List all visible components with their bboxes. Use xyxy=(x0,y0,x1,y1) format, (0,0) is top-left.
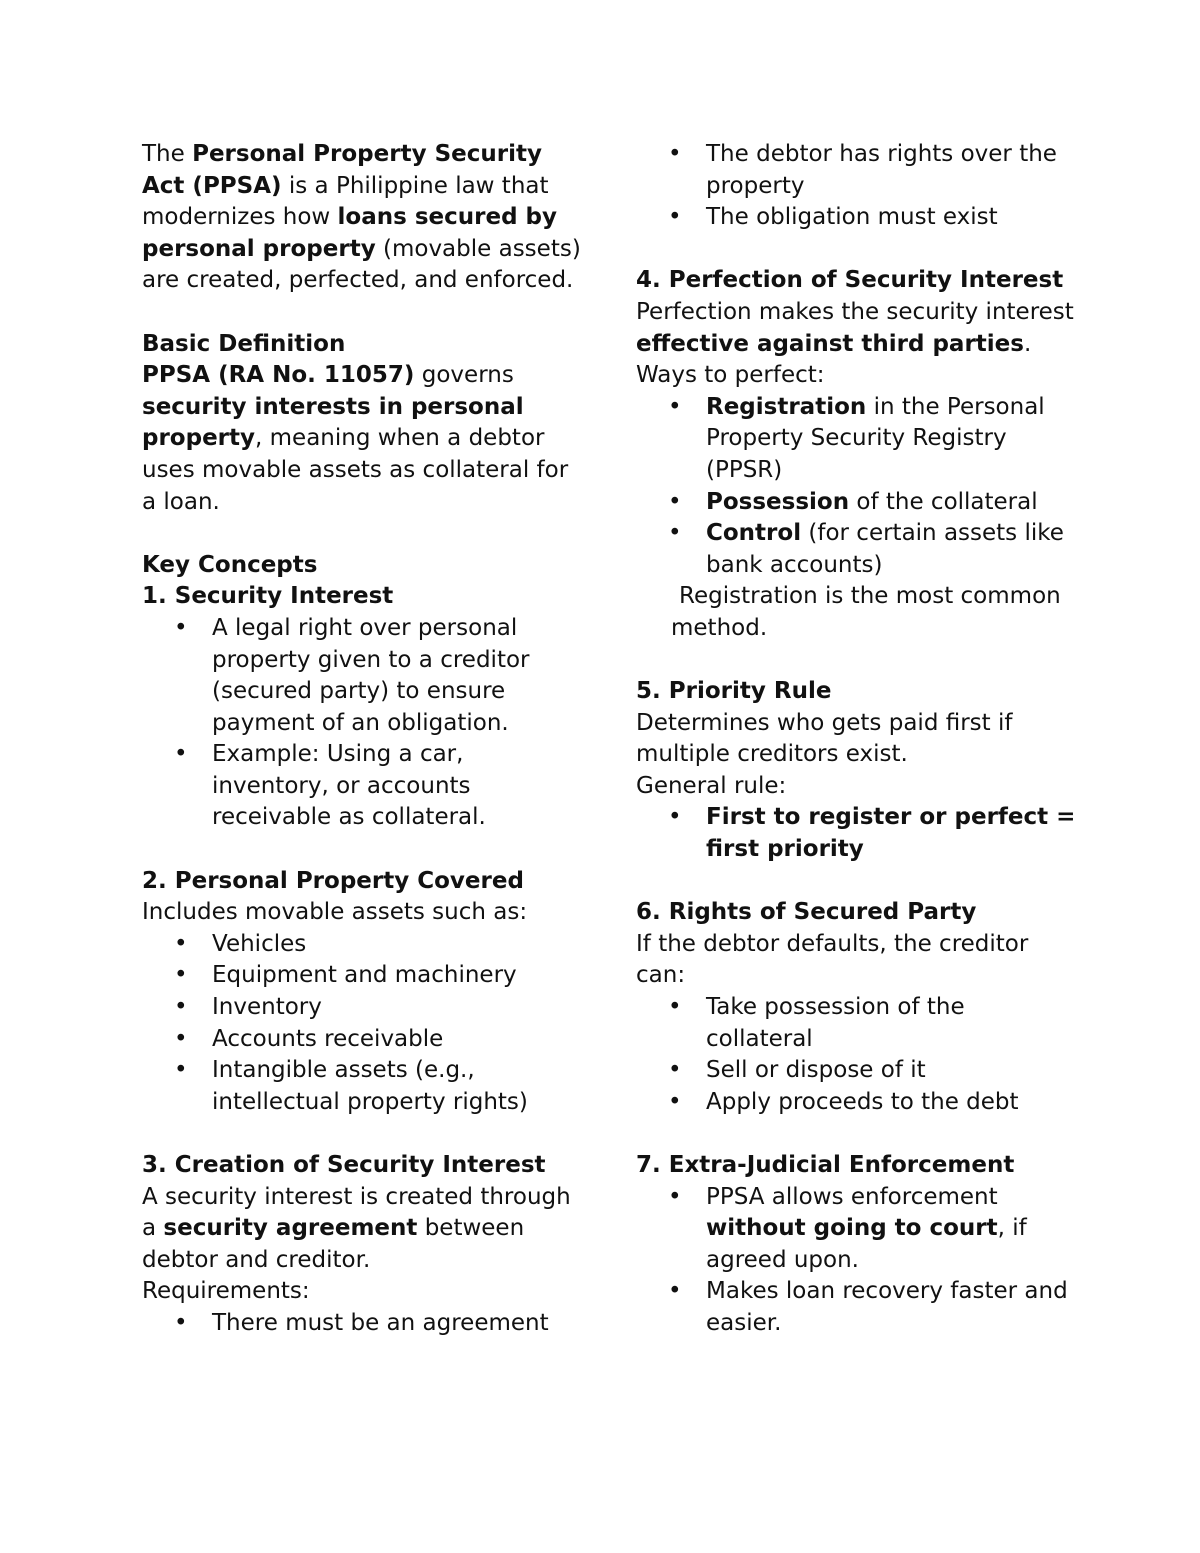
ways-list xyxy=(636,392,1076,582)
list-item: • First to register or perfect = first priority xyxy=(636,802,1076,865)
list-item: • Makes loan recovery faster and easier. xyxy=(636,1276,1076,1339)
intro-text: The xyxy=(142,141,193,167)
list-item: • The obligation must exist xyxy=(636,202,1076,234)
intro-paragraph xyxy=(142,139,582,297)
section-1-list xyxy=(142,613,582,834)
section-3-heading: 3. Creation of Security Interest xyxy=(142,1152,546,1178)
basic-definition-paragraph xyxy=(142,360,582,518)
section-2-heading: 2. Personal Property Covered xyxy=(142,867,524,894)
list-item: • Apply proceeds to the debt xyxy=(636,1087,1076,1119)
ways-label: Ways to perfect: xyxy=(636,362,825,389)
requirements-list-continued xyxy=(636,139,1076,234)
list-item: • Registration in the Personal Property Security Registry (PPSR) xyxy=(636,392,1076,487)
ra-number: PPSA (RA No. 11057) xyxy=(142,362,415,389)
list-item: • PPSA allows enforcement without going to court, if agreed upon. xyxy=(636,1182,1076,1277)
list-item: • Equipment and machinery xyxy=(142,960,582,992)
list-item: • Example: Using a car, inventory, or accounts receivable as collateral. xyxy=(142,739,582,834)
basic-text: , meaning when a debtor uses movable assets as collateral for a loan. xyxy=(142,425,569,515)
section-5-intro: Determines who gets paid first if multiple creditors exist. xyxy=(636,709,1013,768)
s4-text: Perfection makes the security interest xyxy=(636,298,1074,325)
registration-note: Registration is the most common method. xyxy=(671,583,1061,641)
list-item: • The debtor has rights over the property xyxy=(636,139,1076,202)
requirements-label: Requirements: xyxy=(142,1278,310,1305)
list-item: • Vehicles xyxy=(142,929,582,961)
s3-emphasis: security agreement xyxy=(163,1215,418,1242)
list-item: • There must be an agreement xyxy=(142,1308,582,1340)
intro-emphasis: loans secured by personal property xyxy=(142,204,557,262)
left-column xyxy=(142,139,582,1340)
s3-text: A security interest is created through a xyxy=(142,1183,571,1242)
key-concepts-heading: Key Concepts xyxy=(142,551,318,578)
basic-definition-heading: Basic Definition xyxy=(142,330,346,357)
list-item: • A legal right over personal property given to a creditor (secured party) to ensure payment of an obligation. xyxy=(142,613,582,739)
enforcement-list xyxy=(636,1182,1076,1340)
s3-text: between debtor and creditor. xyxy=(142,1215,525,1273)
rights-list xyxy=(636,992,1076,1118)
s4-text: . xyxy=(1023,330,1032,357)
list-item: • Accounts receivable xyxy=(142,1024,582,1056)
list-item: • Possession of the collateral xyxy=(636,487,1076,519)
list-item: • Take possession of the collateral xyxy=(636,992,1076,1055)
s4-emphasis: effective against third parties xyxy=(636,330,1024,357)
intro-text: (movable assets) are created, perfected, and enforced. xyxy=(142,235,581,294)
section-4-paragraph xyxy=(636,297,1076,360)
section-3-paragraph xyxy=(142,1182,582,1277)
section-6-heading: 6. Rights of Secured Party xyxy=(636,899,977,926)
general-rule-label: General rule: xyxy=(636,772,787,799)
section-4-heading: 4. Perfection of Security Interest xyxy=(636,267,1064,294)
list-item: • Inventory xyxy=(142,992,582,1024)
section-2-intro: Includes movable assets such as: xyxy=(142,899,528,926)
intro-text: is a Philippine law that modernizes how xyxy=(142,172,549,231)
list-item: • Sell or dispose of it xyxy=(636,1055,1076,1087)
basic-emphasis: security interests in personal property xyxy=(142,393,524,452)
section-1-heading: 1. Security Interest xyxy=(142,583,394,610)
intro-act-name: Personal Property Security Act (PPSA) xyxy=(142,141,542,199)
list-item: • Intangible assets (e.g., intellectual property rights) xyxy=(142,1055,582,1118)
priority-list xyxy=(636,802,1076,865)
right-column xyxy=(636,139,1076,1340)
section-7-heading: 7. Extra-Judicial Enforcement xyxy=(636,1152,1015,1178)
requirements-list xyxy=(142,1308,582,1340)
section-5-heading: 5. Priority Rule xyxy=(636,678,832,705)
list-item: • Control (for certain assets like bank accounts) xyxy=(636,518,1076,581)
section-6-intro: If the debtor defaults, the creditor can: xyxy=(636,930,1029,989)
basic-text: governs xyxy=(414,362,514,389)
section-2-list xyxy=(142,929,582,1119)
